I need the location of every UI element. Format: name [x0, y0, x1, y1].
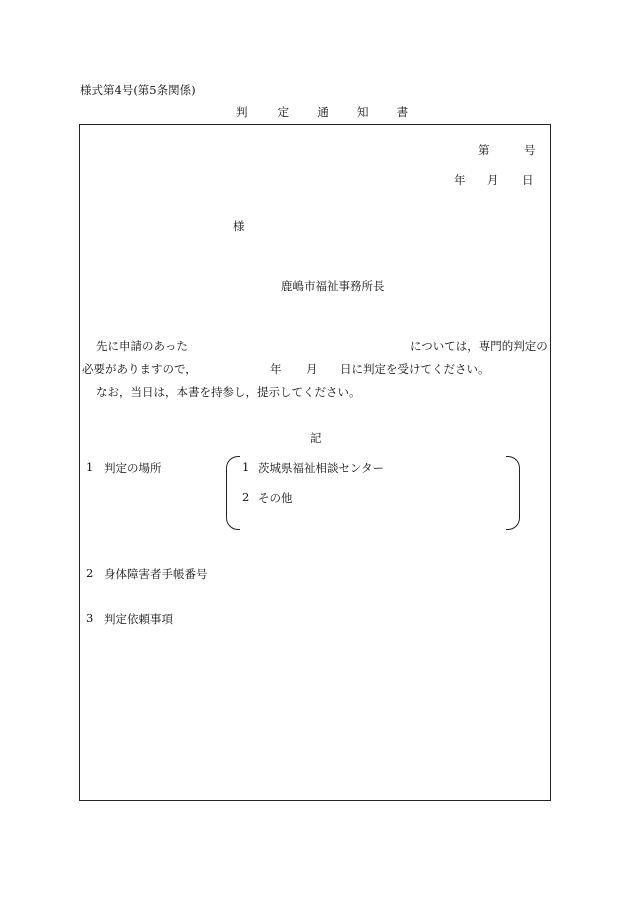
date-year: 年: [454, 173, 466, 187]
body-line2-end: 日に判定を受けてください。: [340, 362, 490, 376]
item1-label: 判定の場所: [104, 461, 162, 475]
body-line1-end: については，専門的判定の: [410, 339, 548, 353]
item3-number: 3: [86, 611, 94, 625]
item1-number: 1: [86, 460, 94, 474]
place-1-number: 1: [242, 460, 250, 474]
addressee-honorific: 様: [233, 219, 245, 233]
item3-label: 判定依頼事項: [104, 612, 173, 626]
title-char: 通: [317, 105, 329, 119]
title-char: 判: [236, 105, 248, 119]
body-line2-month: 月: [306, 362, 318, 376]
body-line1-start: 先に申請のあった: [96, 339, 188, 353]
body-line2-start: 必要がありますので，: [82, 362, 197, 376]
item2-number: 2: [86, 566, 94, 580]
title-char: 書: [396, 105, 409, 119]
form-number-label: 様式第4号(第5条関係): [80, 83, 196, 97]
place-2-label: その他: [258, 491, 293, 505]
bracket-right: [506, 456, 520, 530]
body-line2-year: 年: [270, 362, 282, 376]
title-char: 知: [356, 105, 369, 119]
bracket-left: [226, 456, 240, 530]
place-2-number: 2: [242, 490, 250, 504]
date-day: 日: [522, 173, 534, 187]
body-line3: なお，当日は，本書を持参し，提示してください。: [96, 385, 361, 399]
issuer-name: 鹿嶋市福祉事務所長: [281, 279, 385, 293]
item2-label: 身体障害者手帳番号: [104, 567, 208, 581]
date-month: 月: [487, 173, 499, 187]
title-char: 定: [277, 105, 290, 119]
ki-heading: 記: [310, 431, 322, 445]
doc-number-go: 号: [524, 143, 536, 157]
place-1-label: 茨城県福祉相談センター: [258, 461, 385, 475]
doc-number-dai: 第: [478, 143, 490, 157]
document-title: [236, 104, 408, 120]
